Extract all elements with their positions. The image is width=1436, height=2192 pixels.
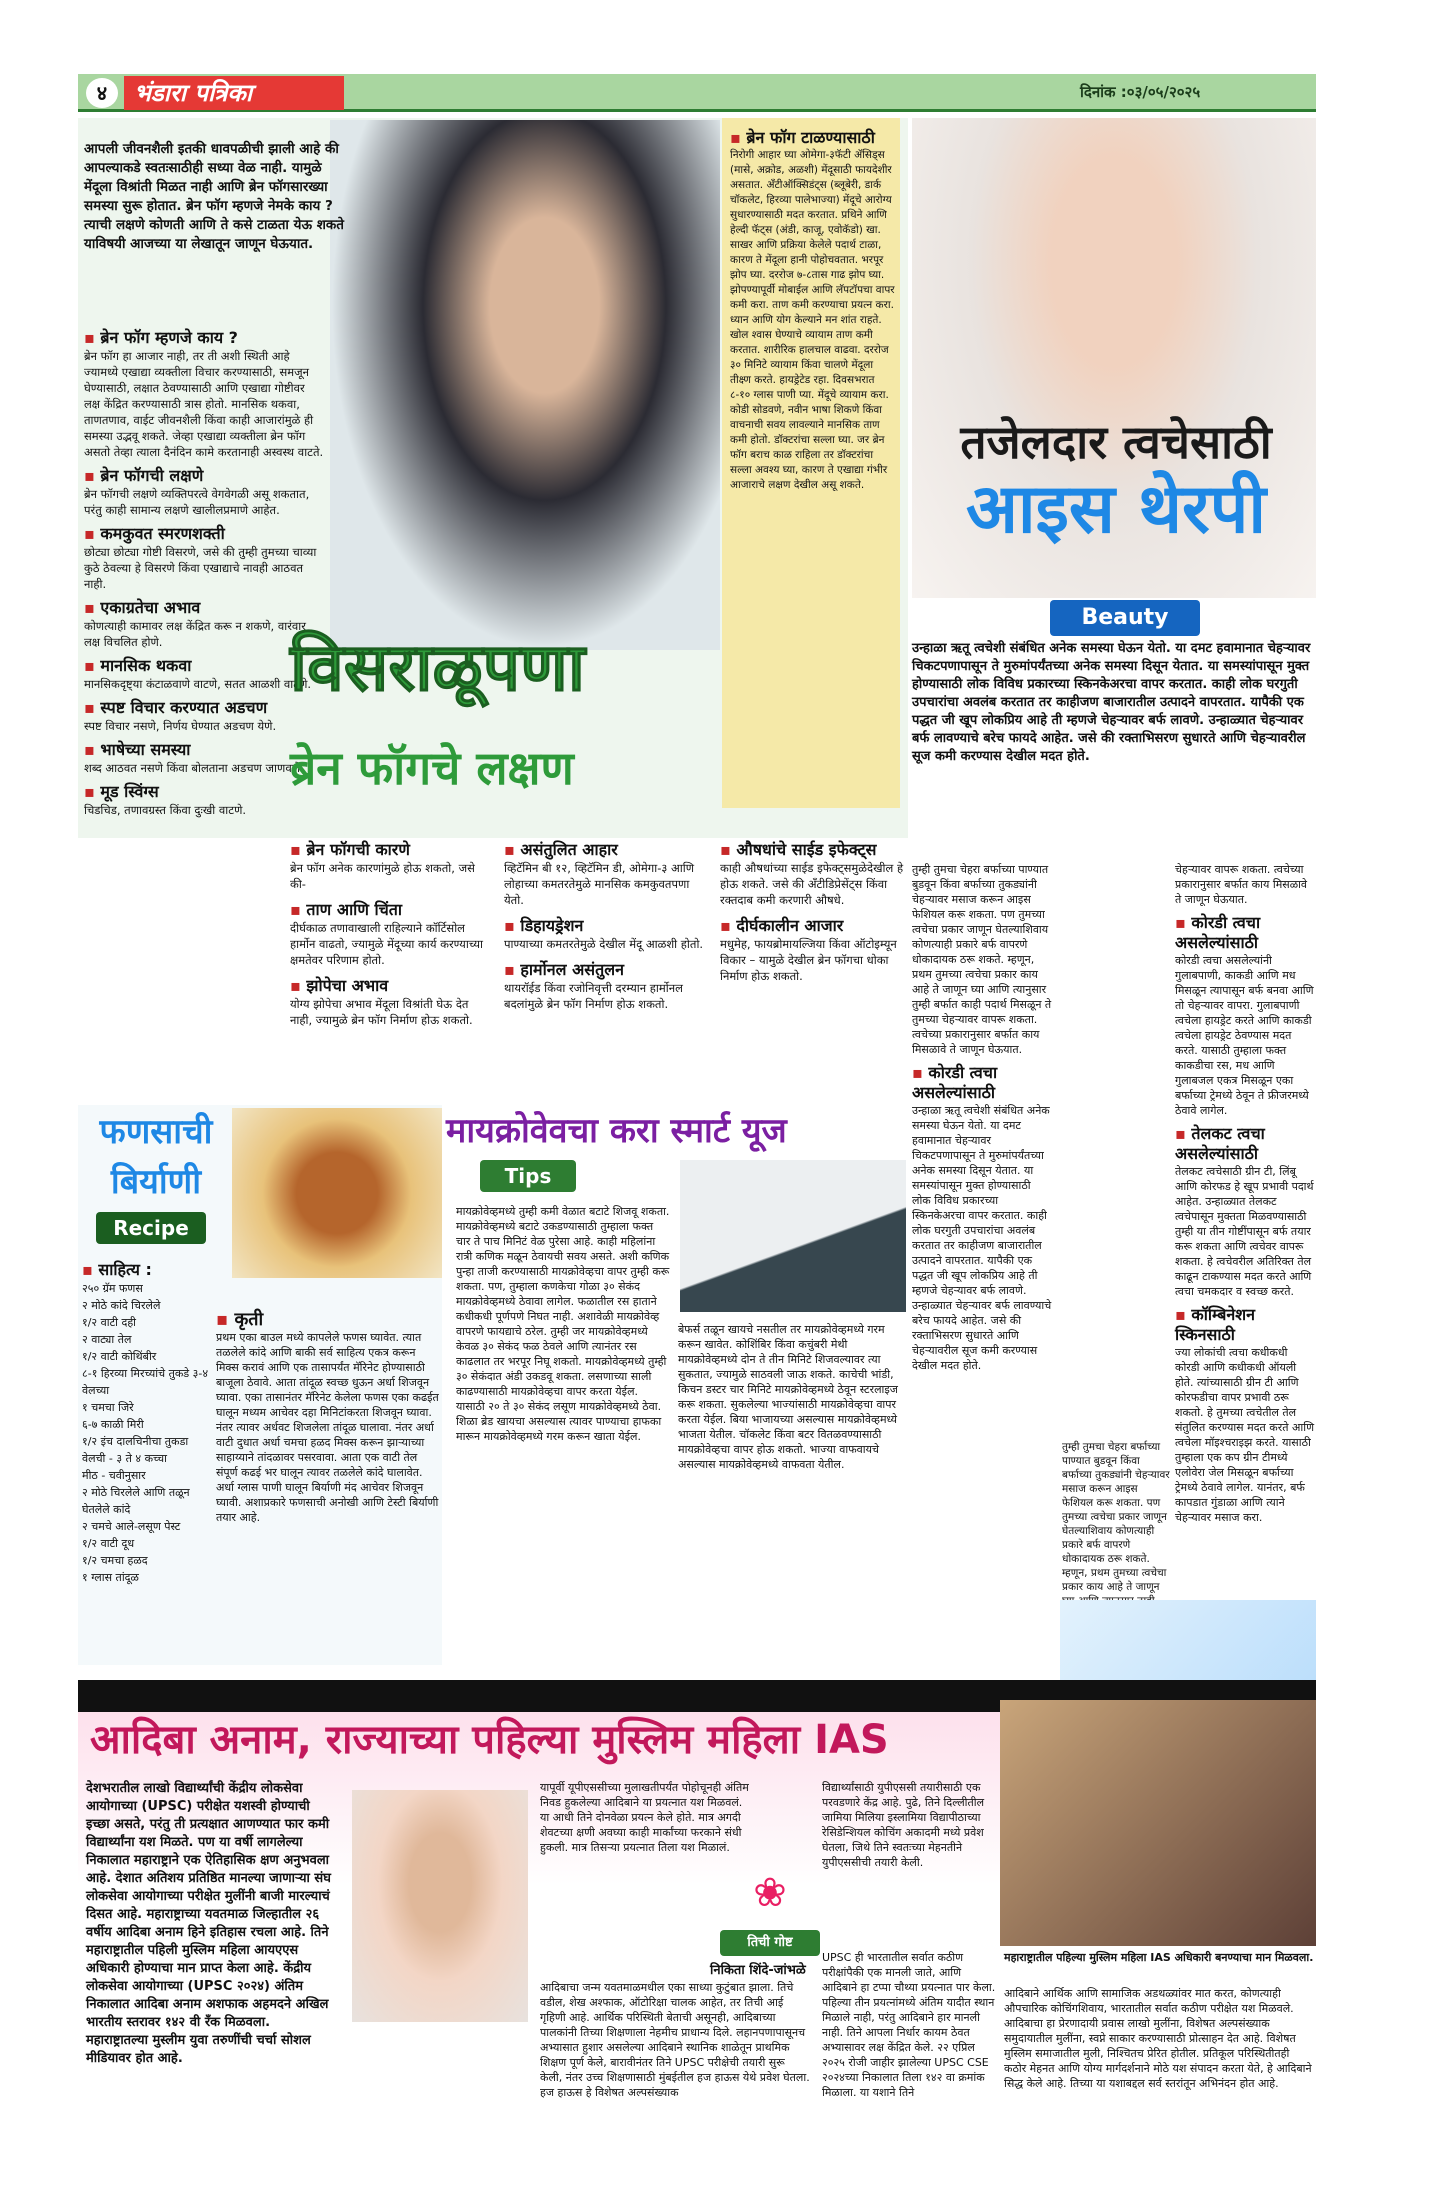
heading-focus: ▪ एकाग्रतेचा अभाव xyxy=(84,598,324,618)
ias-title: आदिबा अनाम, राज्याच्या पहिल्या मुस्लिम महिला IAS xyxy=(90,1717,889,1763)
beauty-h-oily: ▪ कोरडी त्वचा असलेल्यांसाठी xyxy=(912,1063,1052,1103)
ingredient-item: १ ग्लास तांदूळ xyxy=(82,1571,139,1584)
ias-photo-family xyxy=(1000,1700,1316,1946)
ingredient-item: मीठ - चवीनुसार xyxy=(82,1469,146,1482)
ingredient-item: १/२ चमचा हळद xyxy=(82,1554,148,1567)
beauty-t-oily2: तेलकट त्वचेसाठी ग्रीन टी, लिंबू आणि कोरफड हे खूप प्रभावी पदार्थ आहेत. उन्हाळ्यात तेलकट त्वचेपासून मुक्तता मिळवण्यासाठी तुम्ही या तीन गोष्टींपासून बर्फ तयार करू शकता आणि त्वचेवर वापरू शकता. हे त्वचेवरील अतिरिक्त तेल काढून टाकण्यास मदत करते आणि त्वचा चमकदार व स्वच्छ करते. xyxy=(1175,1165,1314,1298)
microwave-photo xyxy=(680,1160,906,1312)
heading-sleep: ▪ झोपेचा अभाव xyxy=(290,976,490,996)
brainfog-title: विसराळूपणा xyxy=(290,629,585,706)
ias-caption: महाराष्ट्रातील पहिल्या मुस्लिम महिला IAS अधिकारी बनण्याचा मान मिळवला. xyxy=(1004,1951,1314,1964)
ingredient-item: १ चमचा जिरे xyxy=(82,1401,134,1414)
text-sleep: योग्य झोपेचा अभाव मेंदूला विश्रांती घेऊ देत नाही, ज्यामुळे ब्रेन फॉग निर्माण होऊ शकतो. xyxy=(290,997,473,1027)
text-what: ब्रेन फॉग हा आजार नाही, तर ती अशी स्थिती आहे ज्यामध्ये एखाद्या व्यक्तीला विचार करण्यासाठी, समजून घेण्यासाठी, लक्षात ठेवण्यासाठी आणि एखाद्या गोष्टीवर लक्ष केंद्रित करण्यासाठी त्रास होतो. मानसिक थकवा, ताणतणाव, वाईट जीवनशैली किंवा काही आजारांमुळे ही समस्या उद्भवू शकते. जेव्हा एखाद्या व्यक्तीला ब्रेन फॉग असतो तेव्हा त्याला दैनंदिन कामे करतानाही अस्वस्थ वाटते. xyxy=(84,349,324,459)
beauty-h-oily2: ▪ तेलकट त्वचा असलेल्यांसाठी xyxy=(1175,1124,1315,1164)
ingredient-item: १/२ वाटी कोथिंबीर xyxy=(82,1350,157,1363)
heading-think: ▪ स्पष्ट विचार करण्यात अडचण xyxy=(84,698,324,718)
heading-fatigue: ▪ मानसिक थकवा xyxy=(84,656,324,676)
heading-chronic: ▪ दीर्घकालीन आजार xyxy=(720,916,910,936)
brainfog-subtitle: ब्रेन फॉगचे लक्षण xyxy=(290,741,574,795)
ias-col2: यापूर्वी यूपीएससीच्या मुलाखतीपर्यंत पोहोचूनही अंतिम निवड हुकलेल्या आदिबाने या प्रयत्नात यश मिळवलं. या आधी तिने दोनवेळा प्रयत्न केले होते. मात्र अगदी शेवटच्या क्षणी अवघ्या काही मार्कांच्या फरकाने संधी हुकली. मात्र तिसऱ्या प्रयत्नात तिला यश मिळालं. xyxy=(540,1781,749,1854)
text-think: स्पष्ट विचार नसणे, निर्णय घेण्यात अडचण येणे. xyxy=(84,719,277,733)
heading-mood: ▪ मूड स्विंग्स xyxy=(84,782,324,802)
beauty-col2b: तुम्ही तुमचा चेहरा बर्फाच्या पाण्यात बुडवून किंवा बर्फाच्या तुकड्यांनी चेहऱ्यावर मसाज करून आइस फेशियल करू शकता. पण तुमच्या त्वचेचा प्रकार जाणून घेतल्याशिवाय कोणत्याही प्रकारे बर्फ वापरणे धोकादायक ठरू शकते. म्हणून, प्रथम तुमच्या त्वचेचा प्रकार काय आहे ते जाणून xyxy=(1062,1441,1170,1593)
text-avoid: निरोगी आहार घ्या ओमेगा-३फॅटी ॲसिड्स (मासे, अक्रोड, अळशी) मेंदूसाठी फायदेशीर असतात. अँटीऑक्सिडंट्स (ब्लूबेरी, डार्क चॉकलेट, हिरव्या पालेभाज्या) मेंदूचे आरोग्य सुधारण्यासाठी मदत करतात. प्रथिने आणि हेल्दी फॅट्स (अंडी, काजू, एवोकॅडो) खा. साखर आणि प्रक्रिया केलेले पदार्थ टाळा, कारण ते मेंदूला हानी पोहोचवतात. भरपूर झोप घ्या. दररोज ७-८तास गाढ झोप घ्या. झोपण्यापूर्वी मोबाईल आणि लॅपटॉपचा वापर कमी करा. ताण कमी करण्याचा प्रयत्न करा. ध्यान आणि योग केल्याने मन शांत राहते. खोल श्वास घेण्याचे व्यायाम ताण कमी करतात. शारीरिक हालचाल वाढवा. दररोज ३० मिनिटे व्यायाम किंवा चालणे मेंदूला तीक्ष्ण करते. हायड्रेटेड रहा. दिवसभरात ८-१० ग्लास पाणी प्या. मेंदूचे व्यायाम करा. कोडी सोडवणे, नवीन भाषा शिकणे किंवा वाचनाची सवय लावल्याने मानसिक ताण कमी होतो. डॉक्टरांचा सल्ला घ्या. जर ब्रेन फॉग बराच काळ राहिला तर डॉक्टरांचा सल्ला अवश्य घ्या, कारण ते एखाद्या गंभीर आजाराचे लक्षण देखील असू शकते. xyxy=(730,149,895,491)
ingredient-item: २ मोठे कांदे चिरलेले xyxy=(82,1299,161,1312)
beauty-intro: उन्हाळा ऋतू त्वचेशी संबंधित अनेक समस्या घेऊन येतो. या दमट हवामानात चेहऱ्यावर चिकटपणापासून ते मुरुमांपर्यंतच्या अनेक समस्या दिसून येतात. या समस्यांपासून मुक्त होण्यासाठी लोक विविध प्रकारच्या स्किनकेअरचा वापर करतात. काही लोक घरगुती उपचारांचा अवलंब करतात तर काहीजण बाजारातील उत्पादने वापरतात. यापैकी एक पद्धत जी खूप लोकप्रिय आहे ती म्हणजे चेहऱ्यावर बर्फ लावणे. उन्हाळ्यात चेहऱ्यावर बर्फ लावण्याचे बरेच फायदे आहेत. जसे की रक्ताभिसरण सुधारते आणि चेहऱ्यावरील सूज कमी करण्यास देखील मदत होते. xyxy=(912,641,1311,764)
heading-symptoms: ▪ ब्रेन फॉगची लक्षणे xyxy=(84,466,324,486)
brainfog-intro: आपली जीवनशैली इतकी धावपळीची झाली आहे की आपल्याकडे स्वतःसाठीही सध्या वेळ नाही. यामुळे मेंदूला विश्रांती मिळत नाही आणि ब्रेन फॉगसारख्या समस्या सुरू होतात. ब्रेन फॉग म्हणजे नेमके काय ? त्याची लक्षणे कोणती आणि ते कसे टाळता येऊ शकते याविषयी आजच्या या लेखातून जाणून घेऊयात. xyxy=(84,141,344,252)
ingredient-item: २५० ग्रॅम फणस xyxy=(82,1282,143,1295)
text-symptoms: ब्रेन फॉगची लक्षणे व्यक्तिपरत्वे वेगवेगळी असू शकतात, परंतु काही सामान्य लक्षणे खालीलप्रमाणे आहेत. xyxy=(84,487,310,517)
text-diet: व्हिटॅमिन बी १२, व्हिटॅमिन डी, ओमेगा-३ आणि लोहाच्या कमतरतेमुळे मानसिक कमकुवतपणा येतो. xyxy=(504,861,695,907)
text-mood: चिडचिड, तणावग्रस्त किंवा दुःखी वाटणे. xyxy=(84,803,247,817)
heading-hormone: ▪ हार्मोनल असंतुलन xyxy=(504,960,704,980)
text-hormone: थायरॉईड किंवा रजोनिवृत्ती दरम्यान हार्मोनल बदलांमुळे ब्रेन फॉग निर्माण होऊ शकतो. xyxy=(504,981,683,1011)
microwave-col1: मायक्रोवेव्हमध्ये तुम्ही कमी वेळात बटाटे शिजवू शकता. मायक्रोवेव्हमध्ये बटाटे उकडण्यासाठी तुम्हाला फक्त चार ते पाच मिनिटं वेळ पुरेसा आहे. काही महिलांना रात्री कणिक मळून ठेवायची सवय असते. अशी कणिक पुन्हा ताजी करण्यासाठी मायक्रोवेव्हचा वापर तुम्ही करू शकता. पण, तुम्हाला कणकेचा गोळा ३० सेकंद मायक्रोवेव्हमध्ये ठेवावा लागेल. फळातील रस हाताने कधीकधी पूर्णपणे निघत नाही. अशावेळी मायक्रोवेव्ह वापरणे फायद्याचे ठरेल. तुम्ही जर मायक्रोवेव्हमध्ये केवळ ३० सेकंद फळ ठेवले आणि त्यानंतर रस काढलात तर भरपूर निघू शकतो. मायक्रोवेव्हमध्ये तुम्ही ३० सेकंदात अंडी उकडवू शकता. लसणाच्या साली काढण्यासाठी मायक्रोवेव्हचा वापर करता येईल. यासाठी २० ते ३० सेकंद लसूण मायक्रोवेव्हमध्ये ठेवा. शिळा ब्रेड खायचा असल्यास त्यावर पाण्याचा हाफका मारून मायक्रोवेव्हमध्ये गरम करून खाता येईल. xyxy=(456,1205,670,1443)
ingredient-item: १/२ इंच दालचिनीचा तुकडा xyxy=(82,1435,189,1448)
recipe-h-ingredients: ▪ साहित्य : xyxy=(82,1260,212,1280)
masthead: भंडारा पत्रिका xyxy=(124,76,344,110)
ias-col3b: UPSC ही भारतातील सर्वात कठीण परीक्षांपैकी एक मानली जाते, आणि आदिबाने हा टप्पा चौथ्या प्रयत्नात पार केला. पहिल्या तीन प्रयत्नांमध्ये अंतिम यादीत स्थान मिळाले नाही, परंतु आदिबाने हार मानली नाही. तिने आपला निर्धार कायम ठेवत अभ्यासावर लक्ष केंद्रित केले. २२ एप्रिल २०२५ रोजी जाहीर झालेल्या UPSC CSE २०२४च्या निकालात तिला १४२ वा क्रमांक मिळाला. या यशाने तिने xyxy=(822,1951,996,2099)
byline: निकिता शिंदे-जांभळे xyxy=(710,1963,806,1978)
text-fatigue: मानसिकदृष्ट्या कंटाळवाणे वाटणे, सतत आळशी वाटणे. xyxy=(84,677,312,691)
microwave-title: मायक्रोवेवचा करा स्मार्ट यूज xyxy=(446,1111,787,1151)
heading-memory: ▪ कमकुवत स्मरणशक्ती xyxy=(84,524,324,544)
ias-col3: विद्यार्थ्यांसाठी युपीएससी तयारीसाठी एक परवडणारे केंद्र आहे. पुढे, तिने दिल्लीतील जामिया मिलिया इस्लामिया विद्यापीठाच्या रेसिडेन्शियल कोचिंग अकादमी मध्ये प्रवेश घेतला, जिथे तिने स्वतःच्या मेहनतीने युपीएससीची तयारी केली. xyxy=(822,1781,985,1869)
story-tag: तिची गोष्ट xyxy=(720,1930,820,1956)
story-icon: ❀ xyxy=(753,1870,787,1916)
recipe-title1: फणसाची xyxy=(99,1112,213,1152)
biryani-photo xyxy=(232,1108,442,1278)
beauty-col3top: चेहऱ्यावर वापरू शकता. त्वचेच्या प्रकारानुसार बर्फात काय मिसळावे ते जाणून घेऊयात. xyxy=(1175,863,1308,906)
recipe-title2: बिर्याणी xyxy=(110,1162,202,1202)
beauty-h-dry: ▪ कोरडी त्वचा असलेल्यांसाठी xyxy=(1175,913,1315,953)
ingredient-item: २ वाट्या तेल xyxy=(82,1333,132,1346)
text-stress: दीर्घकाळ तणावाखाली राहिल्याने कॉर्टिसोल हार्मोन वाढतो, ज्यामुळे मेंदूच्या कार्य करण्याच्या क्षमतेवर परिणाम होतो. xyxy=(290,921,483,967)
text-memory: छोट्या छोट्या गोष्टी विसरणे, जसे की तुम्ही तुमच्या चाव्या कुठे ठेवल्या हे विसरणे किंवा एखाद्याचे नावही आठवत नाही. xyxy=(84,545,317,591)
text-lang: शब्द आठवत नसणे किंवा बोलताना अडचण जाणवणे. xyxy=(84,761,304,775)
heading-stress: ▪ ताण आणि चिंता xyxy=(290,900,490,920)
date: दिनांक :०३/०५/२०२५ xyxy=(1080,83,1201,101)
heading-causes: ▪ ब्रेन फॉगची कारणे xyxy=(290,840,490,860)
beauty-col1: तुम्ही तुमचा चेहरा बर्फाच्या पाण्यात बुडवून किंवा बर्फाच्या तुकड्यांनी चेहऱ्यावर मसाज करून आइस फेशियल करू शकता. पण तुमच्या त्वचेचा प्रकार जाणून घेतल्याशिवाय कोणत्याही प्रकारे बर्फ वापरणे धोकादायक ठरू शकते. म्हणून, प्रथम तुमच्या त्वचेचा प्रकार काय आहे ते जाणून घ्या आणि त्यानुसार तुम्ही बर्फात काही पदार्थ मिसळून ते तुमच्या चेहऱ्यावर वापरू शकता. त्वचेच्या प्रकारानुसार बर्फात काय मिसळावे ते जाणून घेऊयात. xyxy=(912,863,1052,1056)
brainfog-photo xyxy=(330,120,720,650)
ias-col4: आदिबाने आर्थिक आणि सामाजिक अडथळ्यांवर मात करत, कोणत्याही औपचारिक कोचिंगशिवाय, भारतातील सर्वात कठीण परीक्षेत यश मिळवले. आदिबाचा हा प्रेरणादायी प्रवास लाखो मुलींना, विशेषत अल्पसंख्याक समुदायातील मुलींना, स्वप्ने साकार करण्यासाठी प्रोत्साहन देत आहे. विशेषत मुस्लिम समाजातील मुली, निश्चितच प्रेरित होतील. प्रतिकूल परिस्थितीतही कठोर मेहनत आणि योग्य मार्गदर्शनाने मोठे यश संपादन करता येते, हे आदिबाने सिद्ध केले आहे. तिच्या या यशाबद्दल सर्व स्तरांतून अभिनंदन होत आहे. xyxy=(1004,1987,1312,2090)
beauty-title2: आइस थेरपी xyxy=(965,470,1267,549)
microwave-col2: बेफर्स तळून खायचे नसतील तर मायक्रोवेव्हमध्ये गरम करून खावेत. कोशिंबिर किंवा कचुंबरी मेथी मायक्रोवेव्हमध्ये दोन ते तीन मिनिटे शिजवल्यावर त्या सुकतात, ज्यामुळे साठवली जाऊ शकते. काचेची भांडी, किचन डस्टर चार मिनिटे मायक्रोवेव्हमध्ये ठेवून स्टरलाइज करू शकता. सुकलेल्या भाज्यांसाठी मायक्रोवेव्हचा वापर करता येईल. बिया भाजायच्या असल्यास मायक्रोवेव्हमध्ये भाजता येतील. चॉकलेट किंवा बटर वितळवण्यासाठी मायक्रोवेव्हचा वापर होऊ शकतो. भाज्या वाफवायचे असल्यास मायक्रोवेव्हमध्ये वाफवता येतील. xyxy=(678,1323,898,1471)
text-focus: कोणत्याही कामावर लक्ष केंद्रित करू न शकणे, वारंवार लक्ष विचलित होणे. xyxy=(84,619,306,649)
ingredient-item: २ चमचे आले-लसूण पेस्ट xyxy=(82,1520,181,1533)
beauty-t-combo: ज्या लोकांची त्वचा कधीकधी कोरडी आणि कधीकधी ऑयली होते. त्यांच्यासाठी ग्रीन टी आणि कोरफडीचा वापर प्रभावी ठरू शकतो. हे तुमच्या त्वचेतील तेल संतुलित करण्यास मदत करते आणि त्वचेला मॉइश्चराइझ करते. यासाठी तुम्हाला एक कप ग्रीन टीमध्ये एलोवेरा जेल मिसळून बर्फाच्या ट्रेमध्ये ठेवावे लागेल. यानंतर, बर्फ कापडात गुंडाळा आणि त्याने चेहऱ्यावर मसाज करा. xyxy=(1175,1346,1315,1524)
ingredient-item: १/२ वाटी दही xyxy=(82,1316,137,1329)
recipe-tag: Recipe xyxy=(96,1212,206,1244)
text-dehyd: पाण्याच्या कमतरतेमुळे देखील मेंदू आळशी होतो. xyxy=(504,937,704,951)
ingredient-item: २ मोठे चिरलेले आणि तळून घेतलेले कांदे xyxy=(82,1486,190,1516)
heading-diet: ▪ असंतुलित आहार xyxy=(504,840,704,860)
microwave-tag: Tips xyxy=(480,1160,576,1192)
ias-lead: देशभरातील लाखो विद्यार्थ्यांची केंद्रीय लोकसेवा आयोगाच्या (UPSC) परीक्षेत यशस्वी होण्याची इच्छा असते, परंतु ती प्रत्यक्षात आणण्यात फार कमी विद्यार्थ्यांना यश मिळते. पण या वर्षी लागलेल्या निकालात महाराष्ट्राने एक ऐतिहासिक क्षण अनुभवला आहे. देशात अतिशय प्रतिष्ठित मानल्या जाणाऱ्या संघ लोकसेवा आयोगाच्या परीक्षेत मुलींनी बाजी मारल्याचं दिसत आहे. महाराष्ट्राच्या यवतमाळ जिल्हातील २६ वर्षीय आदिबा अनाम हिने इतिहास रचला आहे. तिने महाराष्ट्रातील पहिली मुस्लिम महिला आयएएस अधिकारी होण्याचा मान प्राप्त केला आहे. केंद्रीय लोकसेवा आयोगाच्या (UPSC २०२४) अंतिम निकालात आदिबा अनाम अशफाक अहमदने अखिल भारतीय स्तरावर १४२ वी रँक मिळवला. महाराष्ट्रातल्या मुस्लीम युवा तरुणींची चर्चा सोशल मीडियावर होत आहे. xyxy=(86,1781,331,2066)
heading-dehyd: ▪ डिहायड्रेशन xyxy=(504,916,704,936)
text-causes: ब्रेन फॉग अनेक कारणांमुळे होऊ शकतो, जसे की- xyxy=(290,861,475,891)
beauty-tag: Beauty xyxy=(1050,600,1200,636)
ingredient-item: ८-१ हिरव्या मिरच्यांचे तुकडे ३-४ वेलच्या xyxy=(82,1367,209,1397)
text-chronic: मधुमेह, फायब्रोमायल्जिया किंवा ऑटोइम्यून विकार – यामुळे देखील ब्रेन फॉगचा धोका निर्माण होऊ शकतो. xyxy=(720,937,897,983)
ingredient-item: ६-७ काळी मिरी xyxy=(82,1418,144,1431)
beauty-title1: तजेलदार त्वचेसाठी xyxy=(960,415,1272,469)
heading-what: ▪ ब्रेन फॉग म्हणजे काय ? xyxy=(84,328,324,348)
recipe-h-method: ▪ कृती xyxy=(216,1309,263,1330)
heading-lang: ▪ भाषेच्या समस्या xyxy=(84,740,324,760)
heading-side: ▪ औषधांचे साईड इफेक्ट्स xyxy=(720,840,910,860)
beauty-ice-photo xyxy=(1060,1600,1316,1688)
beauty-t-oily: उन्हाळा ऋतू त्वचेशी संबंधित अनेक समस्या घेऊन येतो. या दमट हवामानात चेहऱ्यावर चिकटपणापासून ते मुरुमांपर्यंतच्या अनेक समस्या दिसून येतात. या समस्यांपासून मुक्त होण्यासाठी लोक विविध प्रकारच्या स्किनकेअरचा वापर करतात. काही लोक घरगुती उपचारांचा अवलंब करतात तर काहीजण बाजारातील उत्पादने वापरतात. यापैकी एक पद्धत जी खूप लोकप्रिय आहे ती म्हणजे चेहऱ्यावर बर्फ लावणे. उन्हाळ्यात चेहऱ्यावर बर्फ लावण्याचे बरेच फायदे आहेत. जसे की रक्ताभिसरण सुधारते आणि चेहऱ्यावरील सूज कमी करण्यास देखील मदत होते. xyxy=(912,1104,1052,1372)
ingredient-item: १/२ वाटी दूध xyxy=(82,1537,135,1550)
heading-avoid: ▪ ब्रेन फॉग टाळण्यासाठी xyxy=(730,128,896,148)
beauty-h-combo: ▪ कॉम्बिनेशन स्किनसाठी xyxy=(1175,1305,1315,1345)
beauty-t-dry: कोरडी त्वचा असलेल्यांनी गुलाबपाणी, काकडी आणि मध मिसळून त्यापासून बर्फ बनवा आणि तो चेहऱ्यावर वापरा. गुलाबपाणी त्वचेला हायड्रेट करते आणि काकडी त्वचेला हायड्रेट ठेवण्यास मदत करते. यासाठी तुम्हाला फक्त काकडीचा रस, मध आणि गुलाबजल एकत्र मिसळून एका बर्फाच्या ट्रेमध्ये ठेवून ते फ्रीजरमध्ये ठेवावे लागेल. xyxy=(1175,954,1314,1117)
page-number: ४ xyxy=(86,78,118,108)
text-side: काही औषधांच्या साईड इफेक्ट्समुळेदेखील हे होऊ शकते. जसे की अँटीडिप्रेसेंट्स किंवा रक्तदाब कमी करणारी औषधे. xyxy=(720,861,904,907)
recipe-method: प्रथम एका बाउल मध्ये कापलेले फणस घ्यावेत. त्यात तळलेले कांदे आणि बाकी सर्व साहित्य एकत्र करून मिक्स करावं आणि एक तासापर्यंत मॅरिनेट होण्यासाठी बाजूला ठेवावे. आता तांदूळ स्वच्छ धुऊन अर्धा शिजवून घ्यावा. एका तासानंतर मॅरिनेट केलेला फणस एका कढईत घालून मध्यम आचेवर दहा मिनिटांकरता शिजवून घ्यावा. नंतर त्यावर अर्धवट शिजलेला तांदूळ घालावा. नंतर अर्धा वाटी दुधात अर्धा चमचा हळद मिक्स करून झाऱ्याच्या साहाय्याने तांदळावर पसरवावा. आता एक वाटी तेल संपूर्ण कढई भर घालून त्यावर तळलेले कांदे घालावेत. अर्धा ग्लास पाणी घालून बिर्याणी मंद आचेवर शिजवून घ्यावी. अशाप्रकारे फणसाची अनोखी आणि टेस्टी बिर्याणी तयार आहे. xyxy=(216,1331,439,1524)
ias-col2b: आदिबाचा जन्म यवतमाळमधील एका साध्या कुटुंबात झाला. तिचे वडील, शेख अश्फाक, ऑटोरिक्षा चालक आहेत, तर तिची आई गृहिणी आहे. आर्थिक परिस्थिती बेताची असूनही, आदिबाच्या पालकांनी तिच्या शिक्षणाला नेहमीच प्राधान्य दिले. लहानपणापासूनच अभ्यासात हुशार असलेल्या आदिबाने स्थानिक शाळेतून प्राथमिक शिक्षण पूर्ण केले, बारावीनंतर तिने UPSC परीक्षेची तयारी सुरू केली, नंतर उच्च शिक्षणासाठी मुंबईतील हज हाऊस येथे प्रवेश घेतला. हज हाऊस हे विशेषत अल्पसंख्याक xyxy=(540,1981,810,2099)
ingredient-item: वेलची - ३ ते ४ कच्चा xyxy=(82,1452,167,1465)
ingredient-list xyxy=(82,1280,212,1586)
ias-portrait xyxy=(352,1790,528,2022)
